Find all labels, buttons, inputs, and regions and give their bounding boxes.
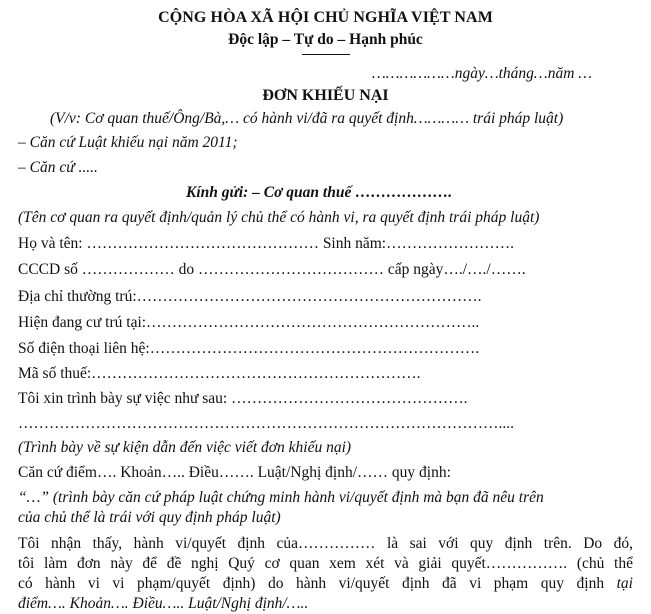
statement-dots: ………………………………………………………………………………….... (18, 415, 514, 432)
legal-basis-citation: Căn cứ điểm…. Khoản….. Điều……. Luật/Nghị định/…… quy định: (18, 464, 451, 481)
phone-field: Số điện thoại liên hệ:………………………………………………………. (18, 340, 480, 357)
conclusion-line-3 (18, 574, 633, 594)
subject-line: (V/v: Cơ quan thuế/Ông/Bà,… có hành vi/đã ra quyết định………… trái pháp luật) (50, 110, 564, 127)
legal-quote-line-1: “…” (trình bày căn cứ pháp luật chứng minh hành vi/quyết định mà bạn đã nêu trên (18, 489, 544, 506)
national-motto: Độc lập – Tự do – Hạnh phúc (228, 31, 423, 48)
id-card-field: CCCD số ……………… do ……………………………… cấp ngày…./…./……. (18, 261, 526, 278)
current-residence-field: Hiện đang cư trú tại:……………………………………………………….. (18, 314, 480, 331)
recipient-note: (Tên cơ quan ra quyết định/quản lý chủ thể có hành vi, ra quyết định trái pháp luật) (18, 209, 540, 226)
conclusion-line-3-italic: tại (604, 575, 633, 592)
conclusion-line-1: Tôi nhận thấy, hành vi/quyết định của…………… là sai với quy định trên. Do đó, (18, 535, 633, 552)
date-line: ………………ngày…tháng…năm … (372, 65, 593, 82)
national-title: CỘNG HÒA XÃ HỘI CHỦ NGHĨA VIỆT NAM (158, 9, 493, 26)
statement-intro: Tôi xin trình bày sự việc như sau: ………………………………………. (18, 390, 468, 407)
legal-basis-2: – Căn cứ ..... (18, 159, 98, 176)
permanent-address-field: Địa chỉ thường trú:…………………………………………………………. (18, 288, 482, 305)
document-title: ĐƠN KHIẾU NẠI (262, 87, 389, 104)
legal-basis-1: – Căn cứ Luật khiếu nại năm 2011; (18, 134, 238, 151)
legal-quote-line-2: của chủ thể là trái với quy định pháp luật) (18, 509, 281, 526)
recipient-line (186, 183, 452, 203)
conclusion-line-2: tôi làm đơn này để đề nghị Quý cơ quan xem xét và giải quyết……………. (chủ thể (18, 555, 633, 572)
tax-code-field: Mã số thuế:………………………………………………………. (18, 365, 421, 382)
events-note: (Trình bày về sự kiện dẫn đến việc viết đơn khiếu nại) (18, 439, 352, 456)
motto-underline (302, 54, 350, 55)
conclusion-line-4: điểm…. Khoản…. Điều….. Luật/Nghị định/….. (18, 595, 309, 612)
recipient-label: Kính gửi: – Cơ quan thuế ………………. (186, 184, 453, 201)
name-field: Họ và tên: ……………………………………… Sinh năm:……………………. (18, 235, 514, 252)
conclusion-line-3-text: có hành vi vi phạm/quyết định) do hành vi/quyết định đã vi phạm quy định (18, 575, 605, 592)
